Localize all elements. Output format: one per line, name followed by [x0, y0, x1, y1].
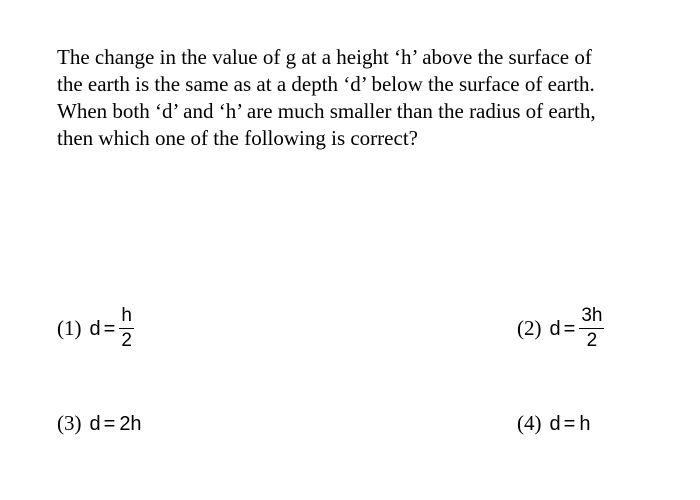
- equals-sign: =: [103, 412, 116, 435]
- option-lhs: d: [549, 412, 561, 435]
- fraction: [579, 305, 604, 352]
- option-rhs: h: [579, 412, 591, 435]
- option-1[interactable]: [57, 305, 134, 352]
- option-3[interactable]: [57, 413, 142, 434]
- fraction-denominator: 2: [586, 330, 598, 352]
- option-expression: [90, 305, 134, 352]
- question-line: the earth is the same as at a depth ‘d’ below the surface of earth.: [57, 72, 595, 96]
- equals-sign: =: [103, 317, 116, 340]
- fraction-bar: [119, 328, 134, 329]
- question-line: then which one of the following is correct?: [57, 126, 418, 150]
- fraction-denominator: 2: [121, 330, 132, 352]
- option-lhs: d: [549, 317, 561, 340]
- option-expression: [550, 414, 591, 434]
- fraction-bar: [579, 328, 604, 329]
- option-number: (1): [57, 316, 82, 341]
- question-line: The change in the value of g at a height ‘h’ above the surface of: [57, 45, 592, 69]
- option-number: (4): [517, 411, 542, 435]
- fraction-numerator: h: [121, 305, 132, 326]
- fraction: [119, 305, 134, 352]
- option-4[interactable]: [517, 413, 590, 434]
- fraction-numerator: 3h: [581, 305, 603, 326]
- equals-sign: =: [563, 317, 576, 340]
- option-lhs: d: [89, 317, 101, 340]
- option-number: (2): [517, 316, 542, 341]
- option-expression: [90, 414, 142, 434]
- question-text: [57, 44, 657, 152]
- option-lhs: d: [89, 412, 101, 435]
- option-number: (3): [57, 411, 82, 435]
- option-expression: [550, 305, 605, 352]
- question-line: When both ‘d’ and ‘h’ are much smaller than the radius of earth,: [57, 99, 596, 123]
- option-rhs: 2h: [119, 412, 142, 435]
- option-2[interactable]: [517, 305, 604, 352]
- equals-sign: =: [563, 412, 576, 435]
